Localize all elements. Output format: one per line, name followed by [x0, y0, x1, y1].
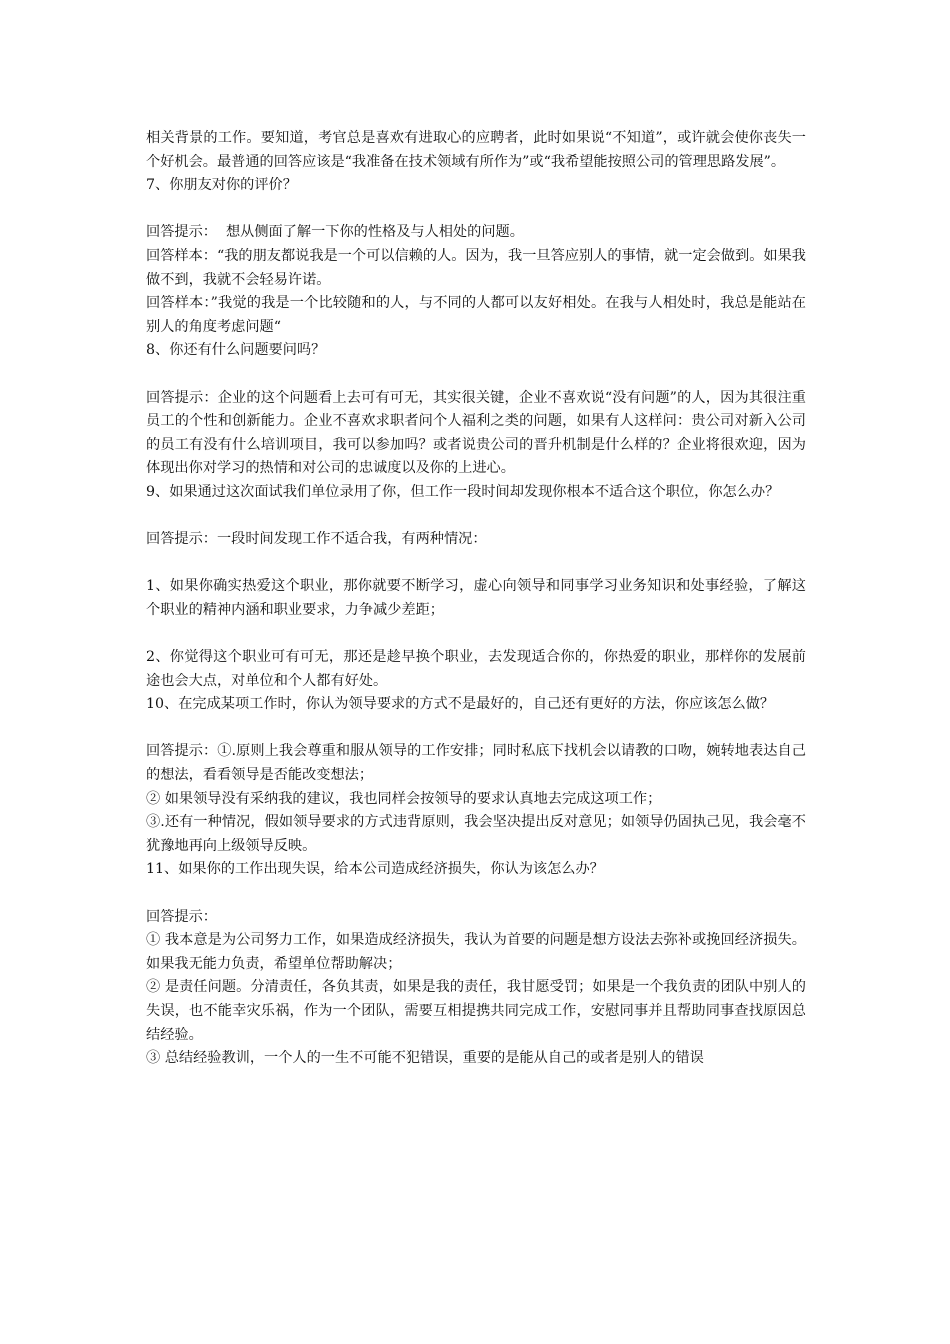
- question-heading: 7、你朋友对你的评价？: [146, 177, 297, 194]
- question-heading: 9、如果通过这次面试我们单位录用了你，但工作一段时间却发现你根本不适合这个职位，你怎么办？: [146, 483, 780, 500]
- answer-sample: 回答样本：”我觉的我是一个比较随和的人，与不同的人都可以友好相处。在我与人相处时，我总是能站在别人的角度考虑问题“: [146, 295, 806, 335]
- question-heading: 10、在完成某项工作时，你认为领导要求的方式不是最好的，自己还有更好的方法，你应该怎么做？: [146, 696, 775, 713]
- list-item: 1、如果你确实热爱这个职业，那你就要不断学习，虚心向领导和同事学习业务知识和处事经验，了解这个职业的精神内涵和职业要求，力争减少差距；: [146, 578, 806, 618]
- answer-hint: 回答提示： 想从侧面了解一下你的性格及与人相处的问题。: [146, 224, 524, 241]
- answer-hint: 回答提示：一段时间发现工作不适合我，有两种情况：: [146, 531, 487, 548]
- list-item: ② 是责任问题。分清责任，各负其责，如果是我的责任，我甘愿受罚；如果是一个我负责的团队中别人的失误，也不能幸灾乐祸，作为一个团队，需要互相提携共同完成工作，安慰同事并且帮助同事查找原因总结经验。: [146, 979, 806, 1043]
- blank-line: [146, 363, 806, 387]
- list-item: 2、你觉得这个职业可有可无，那还是趁早换个职业，去发现适合你的，你热爱的职业，那样你的发展前途也会大点，对单位和个人都有好处。: [146, 649, 806, 689]
- answer-sample: 回答样本：“我的朋友都说我是一个可以信赖的人。因为，我一旦答应别人的事情，就一定会做到。如果我做不到，我就不会轻易许诺。: [146, 247, 806, 288]
- answer-hint: 回答提示：: [146, 908, 217, 925]
- blank-line: [146, 505, 806, 529]
- blank-line: [146, 198, 806, 222]
- answer-hint: 回答提示：①.原则上我会尊重和服从领导的工作安排；同时私底下找机会以请教的口吻，婉转地表达自己的想法，看看领导是否能改变想法；: [146, 743, 806, 784]
- paragraph: 相关背景的工作。要知道，考官总是喜欢有进取心的应聘者，此时如果说“不知道”，或许就会使你丧失一个好机会。最普通的回答应该是“我准备在技术领域有所作为”或“我希望能按照公司的管理思路发展”。: [146, 130, 806, 170]
- blank-line: [146, 882, 806, 906]
- blank-line: [146, 717, 806, 741]
- blank-line: [146, 622, 806, 646]
- answer-hint: 回答提示：企业的这个问题看上去可有可无，其实很关键，企业不喜欢说“没有问题”的人，因为其很注重员工的个性和创新能力。企业不喜欢求职者问个人福利之类的问题，如果有人这样问：贵公司对新入公司的员工有没有什么培训项目，我可以参加吗？或者说贵公司的晋升机制是什么样的？企业将很欢迎，因为体现出你对学习的热情和对公司的忠诚度以及你的上进心。: [146, 389, 806, 477]
- list-item: ③ 总结经验教训，一个人的一生不可能不犯错误，重要的是能从自己的或者是别人的错误: [146, 1050, 704, 1067]
- list-item: ② 如果领导没有采纳我的建议，我也同样会按领导的要求认真地去完成这项工作；: [146, 790, 662, 807]
- document-body: [146, 127, 806, 1071]
- list-item: ① 我本意是为公司努力工作，如果造成经济损失，我认为首要的问题是想方设法去弥补或挽回经济损失。如果我无能力负责，希望单位帮助解决；: [146, 932, 806, 972]
- blank-line: [146, 552, 806, 576]
- list-item: ③.还有一种情况，假如领导要求的方式违背原则，我会坚决提出反对意见；如领导仍固执己见，我会毫不犹豫地再向上级领导反映。: [146, 814, 806, 854]
- question-heading: 11、如果你的工作出现失误，给本公司造成经济损失，你认为该怎么办？: [146, 861, 604, 878]
- question-heading: 8、你还有什么问题要问吗？: [146, 342, 326, 359]
